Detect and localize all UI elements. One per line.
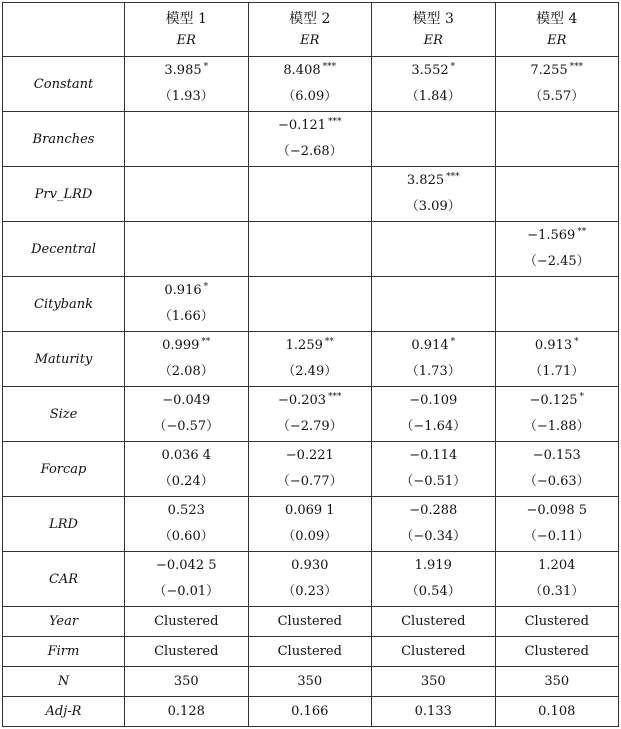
coefficient-value: 8.408 bbox=[283, 63, 321, 78]
significance-stars: * bbox=[574, 336, 579, 347]
coefficient-line bbox=[496, 553, 619, 579]
coefficient-value: 0.916 bbox=[164, 283, 202, 298]
coefficient-cell bbox=[372, 277, 496, 332]
coefficient-cell bbox=[248, 497, 372, 552]
significance-stars: * bbox=[203, 281, 209, 292]
coefficient-cell bbox=[125, 112, 249, 167]
coefficient-value: −0.125 bbox=[529, 393, 578, 408]
table-row bbox=[3, 222, 619, 277]
summary-value: Clustered bbox=[495, 637, 619, 667]
coefficient-line bbox=[496, 443, 619, 469]
table-row bbox=[3, 442, 619, 497]
significance-stars: * bbox=[450, 61, 456, 72]
coefficient-value: −0.121 bbox=[277, 118, 327, 133]
variable-name: Prv_LRD bbox=[3, 167, 125, 222]
coefficient-cell bbox=[372, 167, 496, 222]
t-statistic: （0.23） bbox=[282, 584, 338, 599]
table-row bbox=[3, 387, 619, 442]
coefficient-cell bbox=[372, 387, 496, 442]
t-statistic: （1.93） bbox=[158, 89, 214, 104]
variable-name: CAR bbox=[3, 552, 125, 607]
summary-label: Firm bbox=[3, 637, 125, 667]
dependent-variable: ER bbox=[300, 32, 320, 48]
model-name: 模型 2 bbox=[289, 10, 331, 27]
coefficient-cell bbox=[125, 442, 249, 497]
summary-value: 350 bbox=[248, 667, 372, 697]
significance-stars: * bbox=[203, 61, 209, 72]
t-statistic: （3.09） bbox=[405, 199, 461, 214]
coefficient-value: 3.825 bbox=[406, 173, 445, 188]
variable-name: Maturity bbox=[3, 332, 125, 387]
coefficient-line bbox=[372, 443, 495, 469]
summary-label: Adj-R bbox=[3, 697, 125, 727]
t-statistic: （−0.11） bbox=[523, 529, 590, 544]
coefficient-value: 0.914 bbox=[411, 338, 449, 353]
coefficient-line bbox=[372, 58, 495, 84]
t-statistic: （0.54） bbox=[405, 584, 461, 599]
coefficient-line bbox=[496, 333, 619, 359]
coefficient-cell bbox=[248, 167, 372, 222]
coefficient-cell bbox=[495, 277, 619, 332]
coefficient-value: −0.203 bbox=[277, 393, 327, 408]
coefficient-line bbox=[249, 113, 372, 139]
coefficient-value: 3.985 bbox=[164, 63, 202, 78]
variable-name: Size bbox=[3, 387, 125, 442]
summary-row bbox=[3, 607, 619, 637]
coefficient-line bbox=[372, 388, 495, 414]
header-model-2 bbox=[248, 3, 372, 57]
coefficient-line bbox=[372, 333, 495, 359]
coefficient-line bbox=[249, 443, 372, 469]
table-row bbox=[3, 277, 619, 332]
coefficient-cell bbox=[372, 222, 496, 277]
coefficient-value: −0.049 bbox=[162, 393, 211, 408]
coefficient-value: 0.523 bbox=[167, 503, 205, 518]
coefficient-cell bbox=[248, 552, 372, 607]
model-name: 模型 1 bbox=[165, 10, 207, 27]
t-statistic: （6.09） bbox=[282, 89, 338, 104]
t-statistic: （−1.64） bbox=[400, 419, 467, 434]
coefficient-line bbox=[125, 333, 248, 359]
coefficient-value: 0.069 1 bbox=[284, 503, 335, 518]
coefficient-cell bbox=[125, 222, 249, 277]
coefficient-line bbox=[249, 498, 372, 524]
coefficient-line bbox=[125, 58, 248, 84]
coefficient-cell bbox=[248, 442, 372, 497]
significance-stars: *** bbox=[446, 171, 460, 182]
coefficient-cell bbox=[125, 387, 249, 442]
coefficient-cell bbox=[372, 57, 496, 112]
coefficient-value: 1.919 bbox=[414, 558, 452, 573]
coefficient-value: −0.042 5 bbox=[155, 558, 217, 573]
coefficient-cell bbox=[248, 277, 372, 332]
t-statistic: （0.60） bbox=[158, 529, 214, 544]
coefficient-line bbox=[496, 498, 619, 524]
table-row bbox=[3, 497, 619, 552]
coefficient-line bbox=[372, 168, 495, 194]
coefficient-cell bbox=[495, 167, 619, 222]
variable-name: LRD bbox=[3, 497, 125, 552]
header-model-4 bbox=[495, 3, 619, 57]
coefficient-cell bbox=[125, 277, 249, 332]
header-corner-cell bbox=[3, 3, 125, 57]
coefficient-line bbox=[372, 498, 495, 524]
coefficient-value: 0.036 4 bbox=[161, 448, 212, 463]
significance-stars: *** bbox=[322, 61, 337, 72]
t-statistic: （0.09） bbox=[282, 529, 338, 544]
t-statistic: （1.71） bbox=[529, 364, 585, 379]
summary-value: 0.133 bbox=[372, 697, 496, 727]
header-model-1 bbox=[125, 3, 249, 57]
coefficient-line bbox=[372, 553, 495, 579]
coefficient-value: −1.569 bbox=[527, 228, 576, 243]
coefficient-cell bbox=[495, 442, 619, 497]
dependent-variable: ER bbox=[547, 32, 567, 48]
coefficient-cell bbox=[372, 112, 496, 167]
coefficient-value: 3.552 bbox=[411, 63, 449, 78]
t-statistic: （−0.34） bbox=[400, 529, 467, 544]
summary-value: Clustered bbox=[495, 607, 619, 637]
t-statistic: （−0.01） bbox=[153, 584, 220, 599]
coefficient-cell bbox=[125, 497, 249, 552]
coefficient-cell bbox=[248, 332, 372, 387]
summary-row bbox=[3, 667, 619, 697]
coefficient-line bbox=[496, 223, 619, 249]
table-row bbox=[3, 57, 619, 112]
coefficient-cell bbox=[248, 387, 372, 442]
coefficient-cell bbox=[125, 57, 249, 112]
summary-row bbox=[3, 697, 619, 727]
summary-value: Clustered bbox=[125, 637, 249, 667]
coefficient-value: 0.930 bbox=[291, 558, 329, 573]
coefficient-cell bbox=[495, 387, 619, 442]
significance-stars: ** bbox=[201, 336, 211, 347]
significance-stars: *** bbox=[569, 61, 584, 72]
summary-value: Clustered bbox=[372, 607, 496, 637]
variable-name: Decentral bbox=[3, 222, 125, 277]
dependent-variable: ER bbox=[423, 32, 443, 48]
table-row bbox=[3, 167, 619, 222]
coefficient-line bbox=[249, 553, 372, 579]
significance-stars: ** bbox=[324, 336, 334, 347]
coefficient-cell bbox=[248, 222, 372, 277]
coefficient-value: 7.255 bbox=[530, 63, 568, 78]
coefficient-value: −0.114 bbox=[409, 448, 458, 463]
coefficient-value: 1.204 bbox=[538, 558, 576, 573]
coefficient-cell bbox=[495, 497, 619, 552]
coefficient-value: −0.288 bbox=[409, 503, 458, 518]
coefficient-line bbox=[249, 388, 372, 414]
regression-table-container bbox=[2, 2, 619, 727]
variable-name: Branches bbox=[3, 112, 125, 167]
coefficient-cell bbox=[248, 57, 372, 112]
coefficient-line bbox=[496, 58, 619, 84]
t-statistic: （0.31） bbox=[529, 584, 585, 599]
coefficient-cell bbox=[372, 442, 496, 497]
summary-value: Clustered bbox=[248, 607, 372, 637]
coefficient-line bbox=[125, 553, 248, 579]
coefficient-value: −0.153 bbox=[532, 448, 581, 463]
coefficient-line bbox=[125, 388, 248, 414]
t-statistic: （−2.45） bbox=[523, 254, 590, 269]
coefficient-cell bbox=[495, 332, 619, 387]
coefficient-cell bbox=[495, 552, 619, 607]
summary-value: 350 bbox=[125, 667, 249, 697]
table-row bbox=[3, 332, 619, 387]
summary-value: 350 bbox=[495, 667, 619, 697]
t-statistic: （−2.68） bbox=[276, 144, 343, 159]
variable-name: Citybank bbox=[3, 277, 125, 332]
significance-stars: * bbox=[450, 336, 456, 347]
coefficient-cell bbox=[495, 57, 619, 112]
table-body bbox=[3, 57, 619, 727]
summary-label: Year bbox=[3, 607, 125, 637]
t-statistic: （1.84） bbox=[405, 89, 461, 104]
summary-value: 0.108 bbox=[495, 697, 619, 727]
coefficient-value: −0.109 bbox=[409, 393, 458, 408]
summary-value: 350 bbox=[372, 667, 496, 697]
coefficient-line bbox=[125, 278, 248, 304]
coefficient-line bbox=[125, 443, 248, 469]
significance-stars: ** bbox=[577, 226, 587, 237]
t-statistic: （1.73） bbox=[405, 364, 461, 379]
t-statistic: （5.57） bbox=[529, 89, 585, 104]
t-statistic: （2.49） bbox=[282, 364, 338, 379]
t-statistic: （2.08） bbox=[158, 364, 214, 379]
coefficient-value: 0.999 bbox=[162, 338, 200, 353]
significance-stars: * bbox=[579, 391, 585, 402]
t-statistic: （−1.88） bbox=[523, 419, 590, 434]
coefficient-cell bbox=[495, 222, 619, 277]
t-statistic: （0.24） bbox=[158, 474, 214, 489]
header-model-3 bbox=[372, 3, 496, 57]
dependent-variable: ER bbox=[176, 32, 196, 48]
summary-row bbox=[3, 637, 619, 667]
model-name: 模型 3 bbox=[412, 10, 454, 27]
t-statistic: （−0.51） bbox=[400, 474, 467, 489]
coefficient-cell bbox=[372, 552, 496, 607]
variable-name: Constant bbox=[3, 57, 125, 112]
coefficient-line bbox=[249, 58, 372, 84]
header-row bbox=[3, 3, 619, 57]
coefficient-cell bbox=[372, 497, 496, 552]
coefficient-line bbox=[125, 498, 248, 524]
t-statistic: （−0.77） bbox=[276, 474, 343, 489]
summary-label: N bbox=[3, 667, 125, 697]
table-row bbox=[3, 112, 619, 167]
t-statistic: （1.66） bbox=[158, 309, 214, 324]
coefficient-cell bbox=[125, 552, 249, 607]
coefficient-value: −0.098 5 bbox=[526, 503, 587, 518]
summary-value: 0.128 bbox=[125, 697, 249, 727]
significance-stars: *** bbox=[328, 116, 342, 127]
coefficient-value: 0.913 bbox=[534, 338, 573, 353]
summary-value: Clustered bbox=[372, 637, 496, 667]
coefficient-line bbox=[249, 333, 372, 359]
variable-name: Forcap bbox=[3, 442, 125, 497]
coefficient-cell bbox=[495, 112, 619, 167]
coefficient-cell bbox=[125, 332, 249, 387]
t-statistic: （−0.57） bbox=[153, 419, 220, 434]
model-name: 模型 4 bbox=[536, 10, 578, 27]
summary-value: Clustered bbox=[125, 607, 249, 637]
coefficient-line bbox=[496, 388, 619, 414]
t-statistic: （−0.63） bbox=[523, 474, 590, 489]
regression-table bbox=[2, 2, 619, 727]
table-row bbox=[3, 552, 619, 607]
t-statistic: （−2.79） bbox=[276, 419, 343, 434]
coefficient-value: −0.221 bbox=[285, 448, 334, 463]
coefficient-cell bbox=[372, 332, 496, 387]
summary-value: 0.166 bbox=[248, 697, 372, 727]
coefficient-cell bbox=[125, 167, 249, 222]
summary-value: Clustered bbox=[248, 637, 372, 667]
coefficient-value: 1.259 bbox=[285, 338, 323, 353]
significance-stars: *** bbox=[328, 391, 342, 402]
coefficient-cell bbox=[248, 112, 372, 167]
